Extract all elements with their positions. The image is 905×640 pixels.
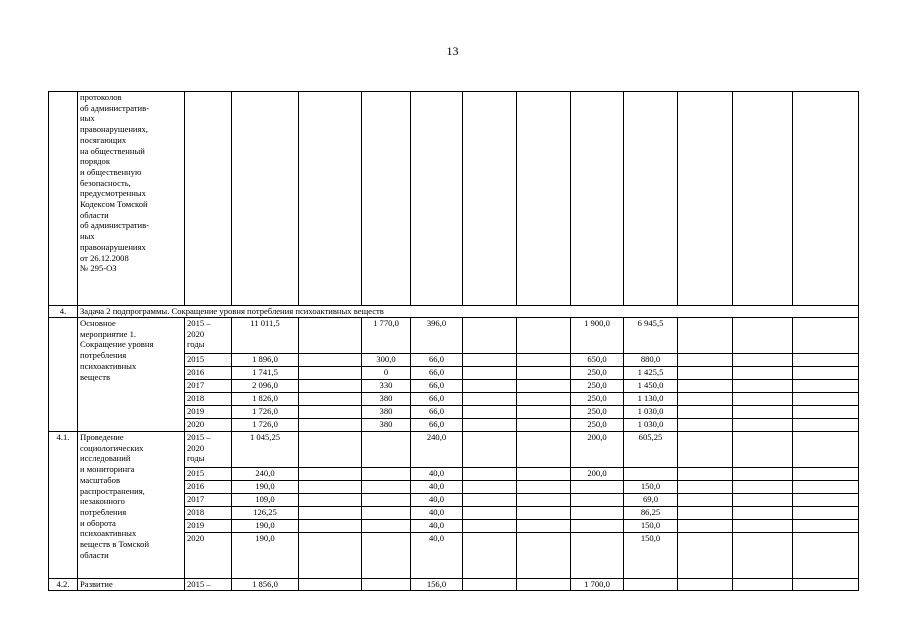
empty-cell — [517, 494, 571, 507]
empty-cell — [299, 92, 362, 306]
empty-cell — [517, 432, 571, 468]
empty-cell — [733, 481, 793, 494]
empty-cell — [793, 380, 859, 393]
sum-cell: 11 011,5 — [232, 318, 299, 354]
empty-cell — [733, 419, 793, 432]
value-cell: 40,0 — [411, 533, 463, 579]
empty-cell — [733, 92, 793, 306]
empty-cell — [733, 520, 793, 533]
empty-cell — [678, 520, 733, 533]
empty-cell — [517, 393, 571, 406]
empty-cell — [517, 406, 571, 419]
empty-cell — [463, 406, 517, 419]
value-cell: 40,0 — [411, 481, 463, 494]
value-cell: 240,0 — [411, 432, 463, 468]
empty-cell — [517, 354, 571, 367]
empty-cell — [793, 393, 859, 406]
sum-cell: 1 726,0 — [232, 419, 299, 432]
sum-cell: 240,0 — [232, 468, 299, 481]
empty-cell — [793, 468, 859, 481]
empty-cell — [463, 494, 517, 507]
empty-cell — [517, 507, 571, 520]
empty-cell — [678, 380, 733, 393]
empty-cell — [793, 533, 859, 579]
empty-cell — [793, 367, 859, 380]
num-cell: 4. — [49, 306, 78, 318]
empty-cell — [463, 533, 517, 579]
empty-cell — [463, 432, 517, 468]
empty-cell — [678, 367, 733, 380]
empty-cell — [733, 367, 793, 380]
empty-cell — [678, 533, 733, 579]
empty-cell — [733, 507, 793, 520]
empty-cell — [362, 494, 411, 507]
value-cell: 66,0 — [411, 393, 463, 406]
page-number: 13 — [446, 44, 459, 58]
empty-cell — [299, 481, 362, 494]
empty-cell — [517, 533, 571, 579]
value-cell: 0 — [362, 367, 411, 380]
value-cell: 69,0 — [624, 494, 678, 507]
empty-cell — [678, 419, 733, 432]
sum-cell: 1 726,0 — [232, 406, 299, 419]
empty-cell — [299, 393, 362, 406]
value-cell: 66,0 — [411, 380, 463, 393]
empty-cell — [362, 432, 411, 468]
year-cell: 2017 — [185, 380, 232, 393]
empty-cell — [299, 419, 362, 432]
table-row-intro — [49, 92, 859, 306]
value-cell: 1 700,0 — [571, 579, 624, 591]
empty-cell — [733, 354, 793, 367]
empty-cell — [733, 494, 793, 507]
empty-cell — [678, 406, 733, 419]
year-cell: 2015 — [185, 468, 232, 481]
sum-cell: 190,0 — [232, 533, 299, 579]
value-cell: 250,0 — [571, 367, 624, 380]
empty-cell — [678, 354, 733, 367]
num-cell: 4.1. — [49, 432, 78, 579]
empty-cell — [678, 481, 733, 494]
empty-cell — [299, 432, 362, 468]
empty-cell — [299, 494, 362, 507]
empty-cell — [733, 533, 793, 579]
value-cell: 250,0 — [571, 406, 624, 419]
empty-cell — [517, 579, 571, 591]
num-cell — [49, 92, 78, 306]
value-cell: 880,0 — [624, 354, 678, 367]
empty-cell — [362, 533, 411, 579]
empty-cell — [793, 354, 859, 367]
table-row-task — [49, 306, 859, 318]
name-cell: Проведение социологических исследований и мониторинга масштабов распространения, незаконного потребления и оборота психоактивных веществ в Томской области — [78, 432, 185, 579]
empty-cell — [362, 579, 411, 591]
value-cell: 150,0 — [624, 533, 678, 579]
year-cell: 2015 — [185, 354, 232, 367]
empty-cell — [793, 579, 859, 591]
value-cell — [571, 533, 624, 579]
empty-cell — [517, 318, 571, 354]
year-cell: 2016 — [185, 367, 232, 380]
empty-cell — [463, 354, 517, 367]
period-cell: 2015 – 2020 годы — [185, 318, 232, 354]
name-cell: Основное мероприятие 1. Сокращение уровня потребления психоактивных веществ — [78, 318, 185, 432]
empty-cell — [793, 520, 859, 533]
empty-cell — [362, 92, 411, 306]
empty-cell — [463, 380, 517, 393]
empty-cell — [362, 481, 411, 494]
value-cell: 250,0 — [571, 380, 624, 393]
empty-cell — [299, 354, 362, 367]
year-cell: 2019 — [185, 406, 232, 419]
empty-cell — [463, 318, 517, 354]
empty-cell — [571, 92, 624, 306]
empty-cell — [463, 92, 517, 306]
empty-cell — [517, 520, 571, 533]
value-cell: 1 770,0 — [362, 318, 411, 354]
empty-cell — [678, 494, 733, 507]
table-row-main-total — [49, 318, 859, 354]
empty-cell — [463, 520, 517, 533]
sum-cell: 1 856,0 — [232, 579, 299, 591]
empty-cell — [733, 579, 793, 591]
empty-cell — [517, 92, 571, 306]
table-body — [49, 92, 859, 591]
sum-cell: 1 741,5 — [232, 367, 299, 380]
value-cell — [571, 494, 624, 507]
name-cell: Развитие — [78, 579, 185, 591]
empty-cell — [733, 432, 793, 468]
empty-cell — [362, 520, 411, 533]
empty-cell — [299, 579, 362, 591]
empty-cell — [299, 520, 362, 533]
empty-cell — [793, 318, 859, 354]
value-cell: 250,0 — [571, 419, 624, 432]
empty-cell — [733, 468, 793, 481]
value-cell — [571, 481, 624, 494]
empty-cell — [793, 481, 859, 494]
empty-cell — [185, 92, 232, 306]
value-cell: 380 — [362, 406, 411, 419]
task-title: Задача 2 подпрограммы. Сокращение уровня потребления психоактивных веществ — [78, 306, 859, 318]
value-cell: 1 900,0 — [571, 318, 624, 354]
empty-cell — [733, 406, 793, 419]
empty-cell — [463, 393, 517, 406]
sum-cell: 109,0 — [232, 494, 299, 507]
empty-cell — [793, 507, 859, 520]
sum-cell: 2 096,0 — [232, 380, 299, 393]
empty-cell — [463, 367, 517, 380]
empty-cell — [793, 494, 859, 507]
value-cell: 156,0 — [411, 579, 463, 591]
value-cell: 40,0 — [411, 494, 463, 507]
year-cell: 2017 — [185, 494, 232, 507]
table-row-42 — [49, 579, 859, 591]
year-cell: 2016 — [185, 481, 232, 494]
empty-cell — [793, 406, 859, 419]
empty-cell — [678, 468, 733, 481]
program-table — [48, 91, 859, 591]
empty-cell — [624, 579, 678, 591]
value-cell — [571, 520, 624, 533]
empty-cell — [411, 92, 463, 306]
empty-cell — [463, 579, 517, 591]
empty-cell — [299, 468, 362, 481]
value-cell: 66,0 — [411, 406, 463, 419]
year-cell: 2018 — [185, 393, 232, 406]
empty-cell — [678, 432, 733, 468]
empty-cell — [678, 579, 733, 591]
period-cell: 2015 – 2020 годы — [185, 432, 232, 468]
empty-cell — [678, 507, 733, 520]
year-cell: 2018 — [185, 507, 232, 520]
empty-cell — [733, 393, 793, 406]
table-row-41-total — [49, 432, 859, 468]
value-cell: 650,0 — [571, 354, 624, 367]
value-cell: 330 — [362, 380, 411, 393]
year-cell: 2019 — [185, 520, 232, 533]
empty-cell — [517, 468, 571, 481]
empty-cell — [299, 533, 362, 579]
empty-cell — [678, 318, 733, 354]
value-cell: 1 450,0 — [624, 380, 678, 393]
value-cell: 200,0 — [571, 468, 624, 481]
value-cell — [624, 468, 678, 481]
value-cell: 380 — [362, 393, 411, 406]
empty-cell — [299, 507, 362, 520]
value-cell: 40,0 — [411, 507, 463, 520]
value-cell: 1 130,0 — [624, 393, 678, 406]
empty-cell — [299, 380, 362, 393]
sum-cell: 1 045,25 — [232, 432, 299, 468]
sum-cell: 1 826,0 — [232, 393, 299, 406]
empty-cell — [733, 318, 793, 354]
empty-cell — [463, 419, 517, 432]
value-cell: 380 — [362, 419, 411, 432]
value-cell: 66,0 — [411, 354, 463, 367]
empty-cell — [299, 406, 362, 419]
value-cell: 150,0 — [624, 481, 678, 494]
value-cell: 1 425,5 — [624, 367, 678, 380]
empty-cell — [517, 419, 571, 432]
name-cell: протоколов об административ- ных правонарушениях, посягающих на общественный порядок и общественную безопасность, предусмотренных Кодексом Томской области об административ- ных правонарушениях от 26.12.2008 № 295-ОЗ — [78, 92, 185, 306]
empty-cell — [793, 419, 859, 432]
value-cell: 66,0 — [411, 419, 463, 432]
empty-cell — [463, 507, 517, 520]
empty-cell — [793, 92, 859, 306]
value-cell — [571, 507, 624, 520]
empty-cell — [299, 367, 362, 380]
empty-cell — [517, 367, 571, 380]
empty-cell — [517, 481, 571, 494]
year-cell: 2020 — [185, 419, 232, 432]
value-cell: 6 945,5 — [624, 318, 678, 354]
value-cell: 300,0 — [362, 354, 411, 367]
value-cell: 40,0 — [411, 520, 463, 533]
empty-cell — [624, 92, 678, 306]
sum-cell: 1 896,0 — [232, 354, 299, 367]
value-cell: 250,0 — [571, 393, 624, 406]
empty-cell — [362, 507, 411, 520]
num-cell — [49, 318, 78, 432]
value-cell: 150,0 — [624, 520, 678, 533]
empty-cell — [299, 318, 362, 354]
empty-cell — [463, 481, 517, 494]
value-cell: 1 030,0 — [624, 406, 678, 419]
empty-cell — [793, 432, 859, 468]
value-cell: 1 030,0 — [624, 419, 678, 432]
empty-cell — [517, 380, 571, 393]
empty-cell — [678, 393, 733, 406]
value-cell: 200,0 — [571, 432, 624, 468]
sum-cell: 190,0 — [232, 481, 299, 494]
value-cell: 396,0 — [411, 318, 463, 354]
period-cell: 2015 – — [185, 579, 232, 591]
empty-cell — [232, 92, 299, 306]
value-cell: 40,0 — [411, 468, 463, 481]
value-cell: 605,25 — [624, 432, 678, 468]
empty-cell — [362, 468, 411, 481]
sum-cell: 190,0 — [232, 520, 299, 533]
value-cell: 66,0 — [411, 367, 463, 380]
empty-cell — [733, 380, 793, 393]
sum-cell: 126,25 — [232, 507, 299, 520]
empty-cell — [678, 92, 733, 306]
empty-cell — [463, 468, 517, 481]
num-cell: 4.2. — [49, 579, 78, 591]
value-cell: 86,25 — [624, 507, 678, 520]
year-cell: 2020 — [185, 533, 232, 579]
